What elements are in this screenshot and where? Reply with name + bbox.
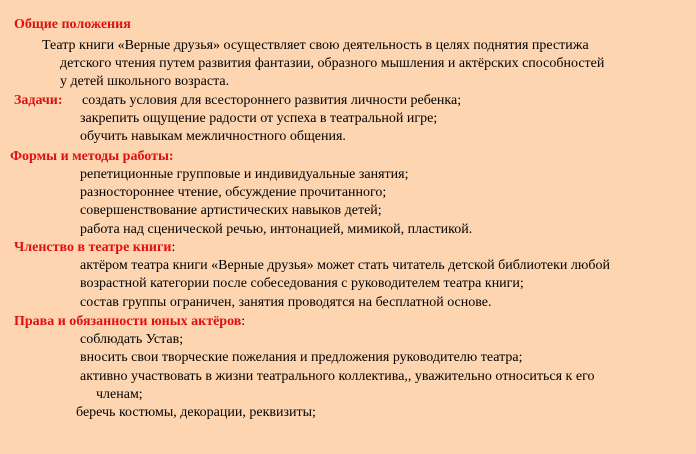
- heading-general: Общие положения: [14, 17, 131, 32]
- heading-membership: [14, 239, 175, 257]
- heading-tasks: Задачи:: [14, 93, 63, 108]
- tasks-line-3: обучить навыкам межличностного общения.: [80, 129, 346, 144]
- general-line-3: у детей школьного возраста.: [60, 74, 230, 89]
- membership-heading-colon: :: [171, 240, 176, 255]
- forms-line-3: совершенствование артистических навыков детей;: [80, 203, 382, 218]
- membership-line-2: возрастной категории после собеседования с руководителем театра книги;: [80, 276, 524, 291]
- membership-line-1: актёром театра книги «Верные друзья» может стать читатель детской библиотеки любой: [80, 258, 610, 273]
- rights-heading-text: Права и обязанности юных актёров: [14, 314, 242, 329]
- rights-line-2: вносить свои творческие пожелания и предложения руководителю театра;: [80, 350, 523, 365]
- tasks-line-1: создать условия для всестороннего развития личности ребенка;: [82, 93, 462, 108]
- forms-line-2: разностороннее чтение, обсуждение прочитанного;: [80, 185, 387, 200]
- rights-line-4: членам;: [96, 387, 143, 402]
- forms-line-4: работа над сценической речью, интонацией, мимикой, пластикой.: [80, 222, 473, 237]
- membership-line-3: состав группы ограничен, занятия проводятся на бесплатной основе.: [80, 295, 492, 310]
- heading-rights: [14, 313, 245, 331]
- heading-forms: Формы и методы работы:: [10, 149, 174, 164]
- rights-line-5: беречь костюмы, декорации, реквизиты;: [76, 405, 316, 420]
- rights-heading-colon: :: [241, 314, 246, 329]
- rights-line-3: активно участвовать в жизни театрального коллектива,, уважительно относиться к его: [80, 369, 595, 384]
- membership-heading-text: Членство в театре книги: [14, 240, 172, 255]
- forms-line-1: репетиционные групповые и индивидуальные занятия;: [80, 167, 409, 182]
- tasks-line-2: закрепить ощущение радости от успеха в театральной игре;: [80, 111, 438, 126]
- general-line-2: детского чтения путем развития фантазии, образного мышления и актёрских способностей: [60, 56, 605, 71]
- rights-line-1: соблюдать Устав;: [80, 332, 184, 347]
- general-line-1: Театр книги «Верные друзья» осуществляет свою деятельность в целях поднятия престижа: [42, 38, 589, 53]
